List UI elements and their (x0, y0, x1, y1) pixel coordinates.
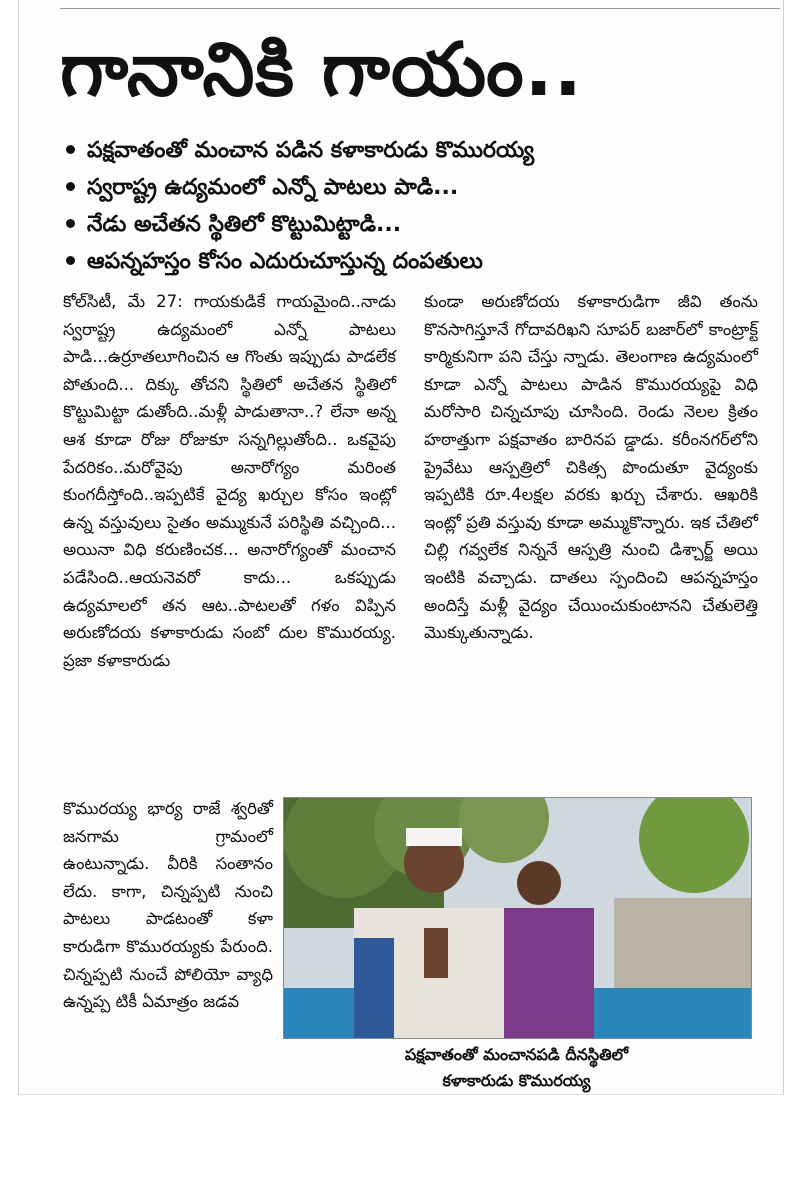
article-column-2: కుండా అరుణోదయ కళాకారుడిగా జీవి తంను కొనసాగిస్తూనే గోదావరిఖని సూపర్ బజార్‌లో కాంట్రాక్ట్ కార్మికునిగా పని చేస్తు న్నాడు. తెలంగాణ ఉద్యమంలో కూడా ఎన్నో పాటలు పాడిన కొమురయ్యపై విధి మరోసారి చిన్నచూపు చూసింది. రెండు నెలల క్రితం హఠాత్తుగా పక్షవాతం బారినప డ్డాడు. కరీంనగర్‌లోని ప్రైవేటు ఆస్పత్రిలో చికిత్స పొందుతూ వైద్యంకు ఇప్పటికి రూ.4లక్షల వరకు ఖర్చు చేశారు. ఆఖరికి ఇంట్లో ప్రతి వస్తువు కూడా అమ్ముకొన్నారు. ఇక చేతిలో చిల్లి గవ్వలేక నిన్ననే ఆస్పత్రి నుంచి డిశ్చార్జ్ అయి ఇంటికి వచ్చాడు. దాతలు స్పందించి ఆపన్నహస్తం అందిస్తే మళ్లీ వైద్యం చేయించుకుంటానని చేతులెత్తి మొక్కుతున్నాడు. (424, 292, 758, 643)
photo-caption (283, 1042, 750, 1094)
woman-face (517, 861, 561, 905)
bullet-icon (66, 219, 75, 228)
top-cut-text (60, 0, 780, 9)
bullet-item (66, 243, 766, 280)
head-bandage (406, 828, 462, 846)
bullet-icon (66, 182, 75, 191)
photo-illustration (284, 798, 751, 1038)
caption-line: పక్షవాతంతో మంచానపడి దీనస్థితిలో (404, 1045, 629, 1064)
bullet-text: స్వరాష్ట్ర ఉద్యమంలో ఎన్నో పాటలు పాడి... (87, 175, 459, 200)
bullet-text: ఆపన్నహస్తం కోసం ఎదురుచూస్తున్న దంపతులు (87, 249, 483, 274)
bullet-text: నేడు అచేతన స్థితిలో కొట్టుమిట్టాడి... (87, 212, 402, 237)
man-towel (354, 938, 394, 1038)
bullet-item (66, 169, 766, 206)
bullet-text: పక్షవాతంతో మంచాన పడిన కళాకారుడు కొమురయ్య (87, 138, 535, 163)
headline: గానానికి గాయం.. (60, 27, 583, 113)
bullet-icon (66, 256, 75, 265)
article-column-3: కొమురయ్య భార్య రాజే శ్వరితో జనగామ గ్రామంలో ఉంటున్నాడు. వీరికి సంతానం లేదు. కాగా, చిన్నప్పటి నుంచి పాటలు పాడటంతో కళా కారుడిగా కొమురయ్యకు పేరుంది. చిన్నప్పటి నుంచే పోలియో వ్యాధి ఉన్నప్ప టికీ ఏమాత్రం జడవ (63, 799, 273, 1012)
bullet-icon (66, 145, 75, 154)
bullet-list (66, 132, 766, 280)
bullet-item (66, 132, 766, 169)
bullet-item (66, 206, 766, 243)
folded-hands (424, 928, 448, 978)
article-column-1: కోల్‌సిటీ, మే 27: గాయకుడికే గాయమైంది..నాడు స్వరాష్ట్ర ఉద్యమంలో ఎన్నో పాటలు పాడి...ఉర్రూతలూగించిన ఆ గొంతు ఇప్పుడు పాడలేక పోతుంది... దిక్కు తోచని స్థితిలో అచేతన స్థితిలో కొట్టుమిట్టా డుతోంది..మళ్లీ పాడుతానా..? లేనా అన్న ఆశ కూడా రోజు రోజుకూ సన్నగిల్లుతోంది.. ఒకవైపు పేదరికం..మరోవైపు అనారోగ్యం మరింత కుంగదీస్తోంది..ఇప్పటికే వైద్య ఖర్చుల కోసం ఇంట్లో ఉన్న వస్తువులు సైతం అమ్ముకునే పరిస్థితి వచ్చింది... అయినా విధి కరుణించక... అనారోగ్యంతో మంచాన పడేసింది..ఆయనెవరో కాదు... ఒకప్పుడు ఉద్యమాలలో తన ఆట..పాటలతో గళం విప్పిన అరుణోదయ కళాకారుడు సంబో దుల కొమురయ్య. ప్రజా కళాకారుడు (63, 292, 396, 670)
news-photo (283, 797, 752, 1039)
caption-line: కళాకారుడు కొమురయ్య (442, 1071, 591, 1090)
